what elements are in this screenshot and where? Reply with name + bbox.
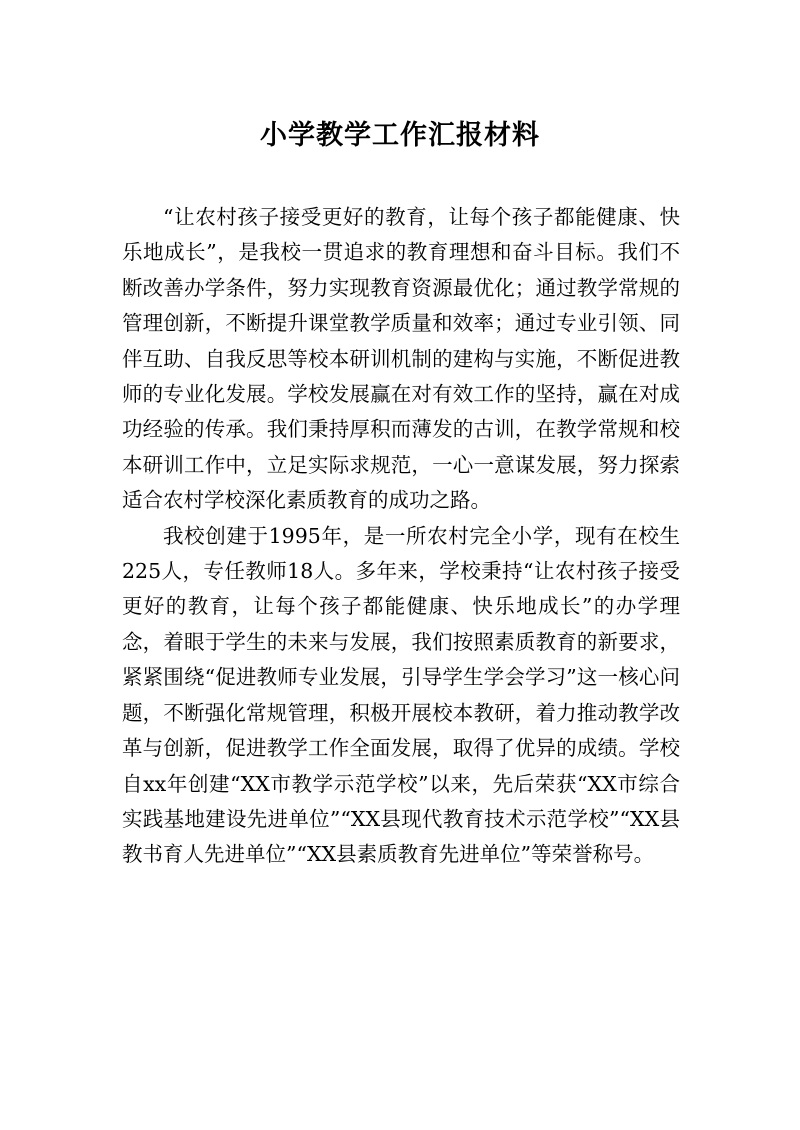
document-title: 小学教学工作汇报材料: [260, 120, 540, 152]
document-body: [122, 200, 680, 873]
paragraph-school-profile: 我校创建于1995年，是一所农村完全小学，现有在校生225人，专任教师18人。多年来，学校秉持“让农村孩子接受更好的教育，让每个孩子都能健康、快乐地成长”的办学理念，着眼于学生的未来与发展，我们按照素质教育的新要求，紧紧围绕“促进教师专业发展，引导学生学会学习”这一核心问题，不断强化常规管理，积极开展校本教研，着力推动教学改革与创新，促进教学工作全面发展，取得了优异的成绩。学校自xx年创建“XX市教学示范学校”以来，先后荣获“XX市综合实践基地建设先进单位”“XX县现代教育技术示范学校”“XX县教书育人先进单位”“XX县素质教育先进单位”等荣誉称号。: [122, 523, 680, 867]
paragraph-intro: “让农村孩子接受更好的教育，让每个孩子都能健康、快乐地成长”，是我校一贯追求的教育理想和奋斗目标。我们不断改善办学条件，努力实现教育资源最优化；通过教学常规的管理创新，不断提升课堂教学质量和效率；通过专业引领、同伴互助、自我反思等校本研训机制的建构与实施，不断促进教师的专业化发展。学校发展赢在对有效工作的坚持，赢在对成功经验的传承。我们秉持厚积而薄发的古训，在教学常规和校本研训工作中，立足实际求规范，一心一意谋发展，努力探索适合农村学校深化素质教育的成功之路。: [122, 205, 680, 513]
